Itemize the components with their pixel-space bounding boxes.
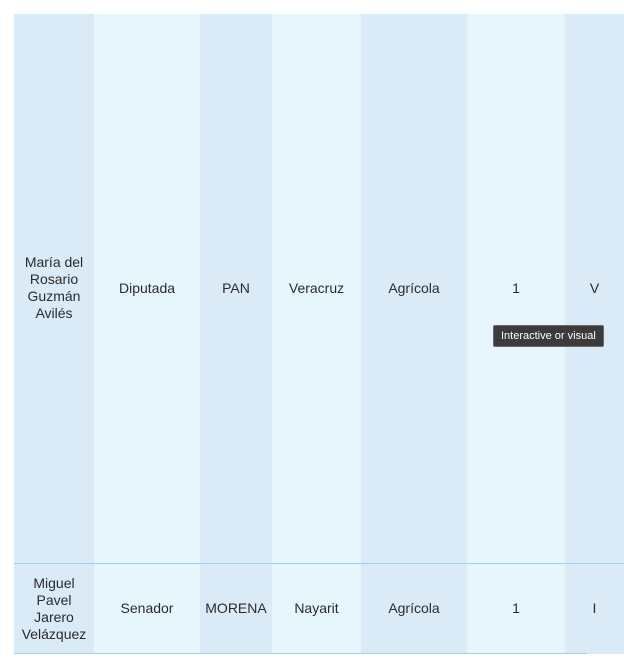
cell-name: Miguel Pavel Jarero Velázquez [14,563,94,654]
cell-cargo: Senador [94,563,200,654]
cell-numero: 1 [467,14,565,563]
cell-name: María del Rosario Guzmán Avilés [14,14,94,563]
cell-sector: Agrícola [361,563,467,654]
cell-estado: Nayarit [272,563,361,654]
cell-numero: 1 [467,563,565,654]
table-row [14,14,624,563]
cell-cargo: Diputada [94,14,200,563]
cell-partido: PAN [200,14,272,563]
cell-extra: V [565,14,624,563]
cell-extra: I [565,563,624,654]
cell-estado: Veracruz [272,14,361,563]
tooltip: Interactive or visual [493,325,604,347]
cell-sector: Agrícola [361,14,467,563]
table-row [14,563,624,654]
cell-partido: MORENA [200,563,272,654]
table-bottom-border [14,653,587,654]
